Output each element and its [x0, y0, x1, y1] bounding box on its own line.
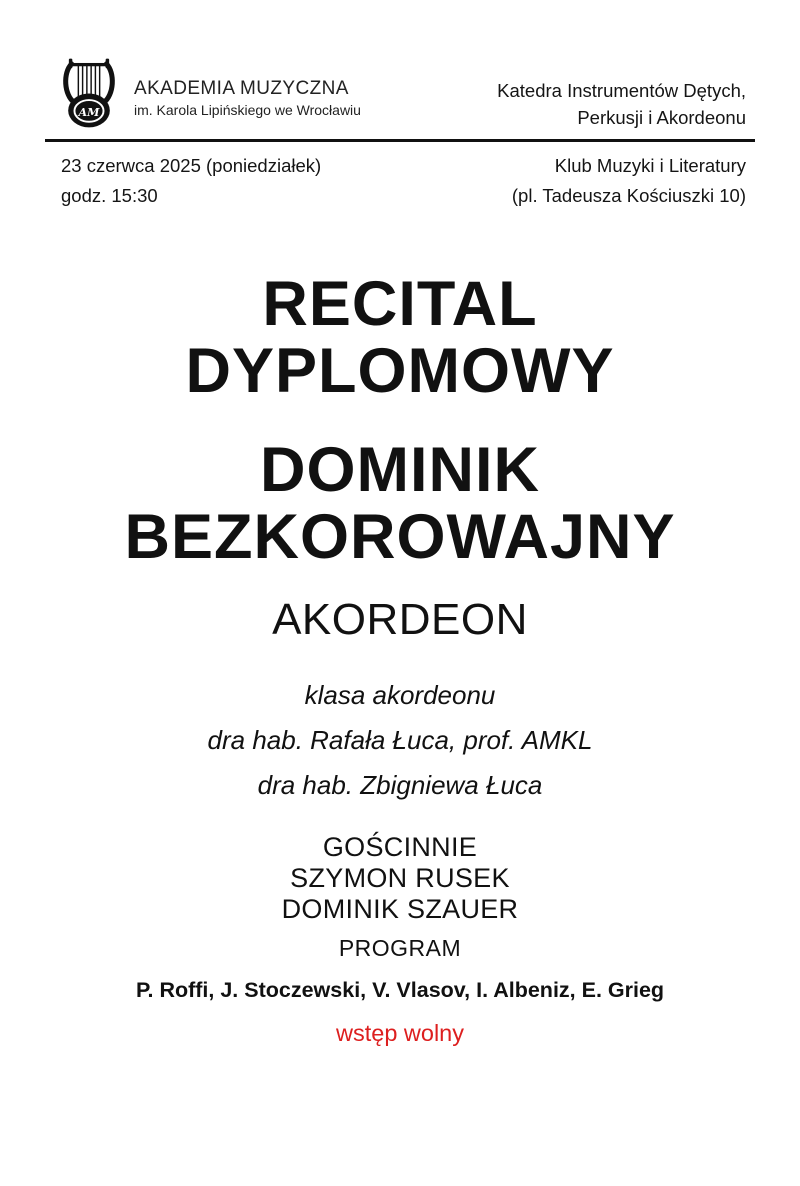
header: [45, 56, 755, 135]
department-line-1: Katedra Instrumentów Dętych,: [497, 80, 746, 101]
guests-section: [45, 832, 755, 925]
academy-name: AKADEMIA MUZYCZNA: [134, 77, 349, 99]
class-info-line-2: dra hab. Rafała Łuca, prof. AMKL: [207, 725, 593, 755]
class-info-line-3: dra hab. Zbigniewa Łuca: [257, 770, 543, 800]
guest-name-2: DOMINIK SZAUER: [281, 894, 519, 924]
header-divider: [45, 139, 755, 142]
program-composers: P. Roffi, J. Stoczewski, V. Vlasov, I. Albeniz, E. Grieg: [135, 978, 665, 1002]
recital-title-line-1: RECITAL: [262, 269, 538, 339]
guests-heading: GOŚCINNIE: [322, 832, 478, 862]
performer-name-line-1: DOMINIK: [260, 435, 540, 505]
logo-monogram: AM: [78, 105, 100, 119]
performer-name: [45, 437, 755, 571]
instrument-label: AKORDEON: [272, 595, 528, 644]
event-time: godz. 15:30: [61, 185, 158, 206]
recital-poster-page: [0, 56, 800, 1186]
class-info-line-1: klasa akordeonu: [304, 680, 496, 710]
event-venue: [512, 151, 755, 211]
lyre-icon: [58, 56, 120, 135]
event-datetime: [45, 151, 321, 211]
event-info-row: [45, 151, 755, 211]
program-heading: PROGRAM: [338, 935, 462, 961]
academy-title-block: [134, 73, 361, 119]
academy-brand: [45, 56, 361, 135]
performer-name-line-2: BEZKOROWAJNY: [124, 502, 676, 572]
recital-title: [45, 271, 755, 405]
guest-name-1: SZYMON RUSEK: [290, 863, 510, 893]
venue-name: Klub Muzyki i Literatury: [554, 155, 746, 176]
department-line-2: Perkusji i Akordeonu: [577, 107, 746, 128]
academy-subtitle: im. Karola Lipińskiego we Wrocławiu: [134, 101, 361, 118]
event-date: 23 czerwca 2025 (poniedziałek): [61, 155, 322, 176]
recital-title-line-2: DYPLOMOWY: [185, 336, 615, 406]
department-name: [497, 56, 755, 131]
class-info: [45, 681, 755, 800]
admission-note: wstęp wolny: [336, 1020, 464, 1046]
venue-address: (pl. Tadeusza Kościuszki 10): [511, 185, 746, 206]
